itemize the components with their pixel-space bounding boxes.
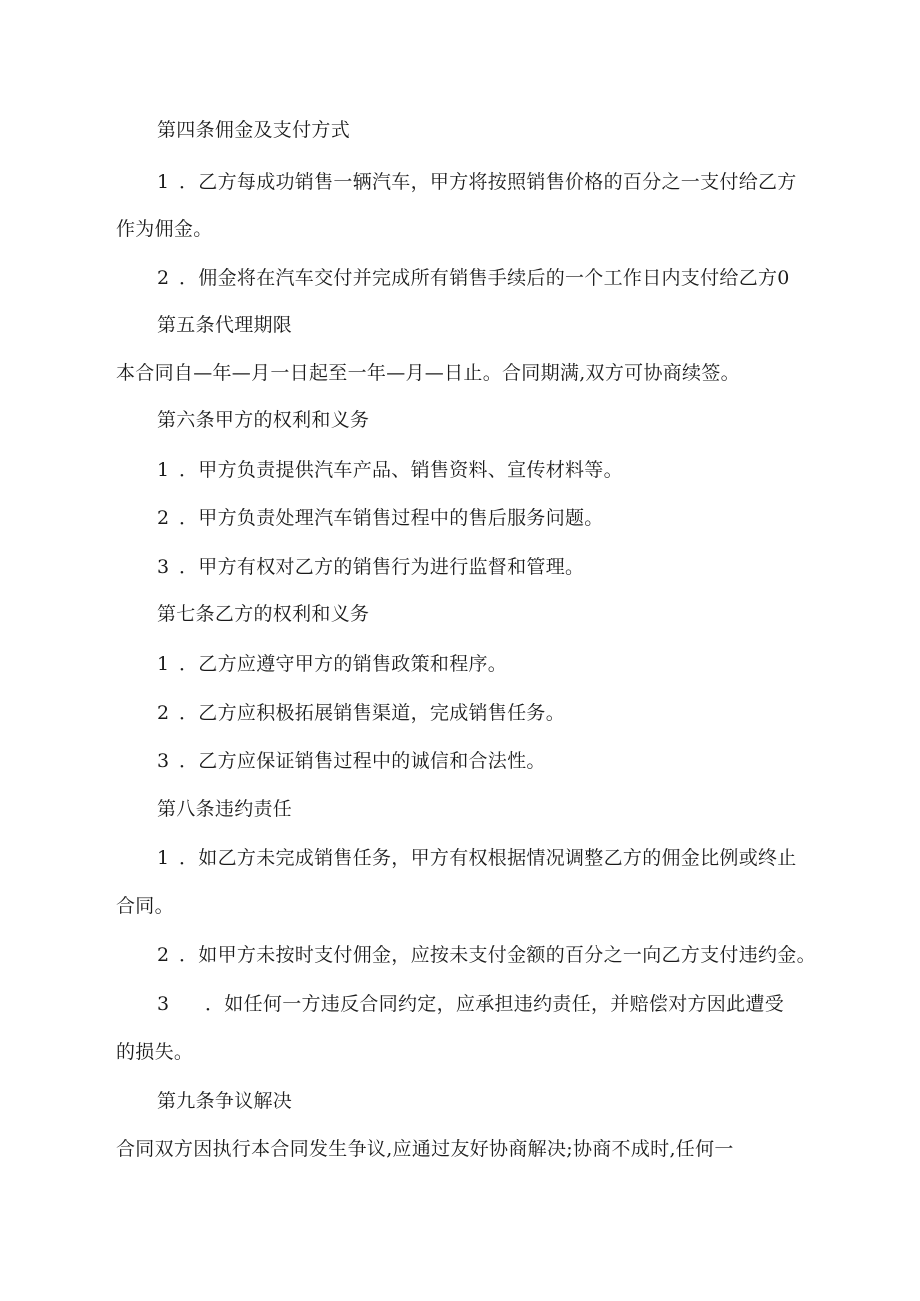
item-text: ．佣金将在汽车交付并完成所有销售手续后的一个工作日内支付给乙方0 bbox=[179, 267, 790, 289]
item-number: 1 bbox=[157, 171, 170, 193]
item-text: ．乙方应保证销售过程中的诚信和合法性。 bbox=[179, 750, 546, 772]
list-item bbox=[157, 943, 816, 967]
list-item bbox=[157, 992, 784, 1016]
item-text: ．乙方每成功销售一辆汽车，甲方将按照销售价格的百分之一支付给乙方 bbox=[179, 171, 797, 193]
item-number: 3 bbox=[157, 750, 170, 772]
section-title: 第七条乙方的权利和义务 bbox=[157, 603, 370, 625]
list-item bbox=[157, 652, 507, 676]
item-text: ．乙方应遵守甲方的销售政策和程序。 bbox=[179, 653, 508, 675]
item-text: ．如甲方未按时支付佣金，应按未支付金额的百分之一向乙方支付违约金。 bbox=[179, 944, 816, 966]
section-title: 第五条代理期限 bbox=[157, 314, 293, 336]
item-text-continuation: 作为佣金。 bbox=[116, 218, 213, 240]
item-number: 3 bbox=[157, 556, 170, 578]
item-number: 1 bbox=[157, 459, 170, 481]
list-item bbox=[157, 749, 546, 773]
item-number: 1 bbox=[157, 847, 170, 869]
section-title: 第九条争议解决 bbox=[157, 1090, 293, 1112]
list-item bbox=[157, 266, 790, 290]
item-number: 1 bbox=[157, 653, 170, 675]
list-item bbox=[157, 701, 565, 725]
list-item bbox=[157, 846, 797, 870]
item-number: 2 bbox=[157, 702, 170, 724]
item-text: ．甲方有权对乙方的销售行为进行监督和管理。 bbox=[179, 556, 585, 578]
item-text: ．如任何一方违反合同约定，应承担违约责任，并赔偿对方因此遭受 bbox=[205, 993, 785, 1015]
section-paragraph: 本合同自—年—月一日起至一年—月—日止。合同期满,双方可协商续签。 bbox=[116, 362, 740, 384]
item-text: ．乙方应积极拓展销售渠道，完成销售任务。 bbox=[179, 702, 566, 724]
item-number: 2 bbox=[157, 507, 170, 529]
section-title: 第六条甲方的权利和义务 bbox=[157, 409, 370, 431]
section-paragraph: 合同双方因执行本合同发生争议,应通过友好协商解决;协商不成时,任何一 bbox=[116, 1138, 734, 1160]
item-text: ．甲方负责处理汽车销售过程中的售后服务问题。 bbox=[179, 507, 604, 529]
item-number: 2 bbox=[157, 267, 170, 289]
item-text: ．如乙方未完成销售任务，甲方有权根据情况调整乙方的佣金比例或终止 bbox=[179, 847, 797, 869]
item-text-continuation: 合同。 bbox=[116, 895, 174, 917]
list-item bbox=[157, 170, 797, 194]
item-number: 2 bbox=[157, 944, 170, 966]
item-text-continuation: 的损失。 bbox=[116, 1041, 194, 1063]
section-title: 第四条佣金及支付方式 bbox=[157, 119, 351, 141]
item-number: 3 bbox=[157, 993, 170, 1015]
list-item bbox=[157, 555, 584, 579]
item-text: ．甲方负责提供汽车产品、销售资料、宣传材料等。 bbox=[179, 459, 623, 481]
list-item bbox=[157, 458, 623, 482]
section-title: 第八条违约责任 bbox=[157, 798, 293, 820]
list-item bbox=[157, 506, 604, 530]
